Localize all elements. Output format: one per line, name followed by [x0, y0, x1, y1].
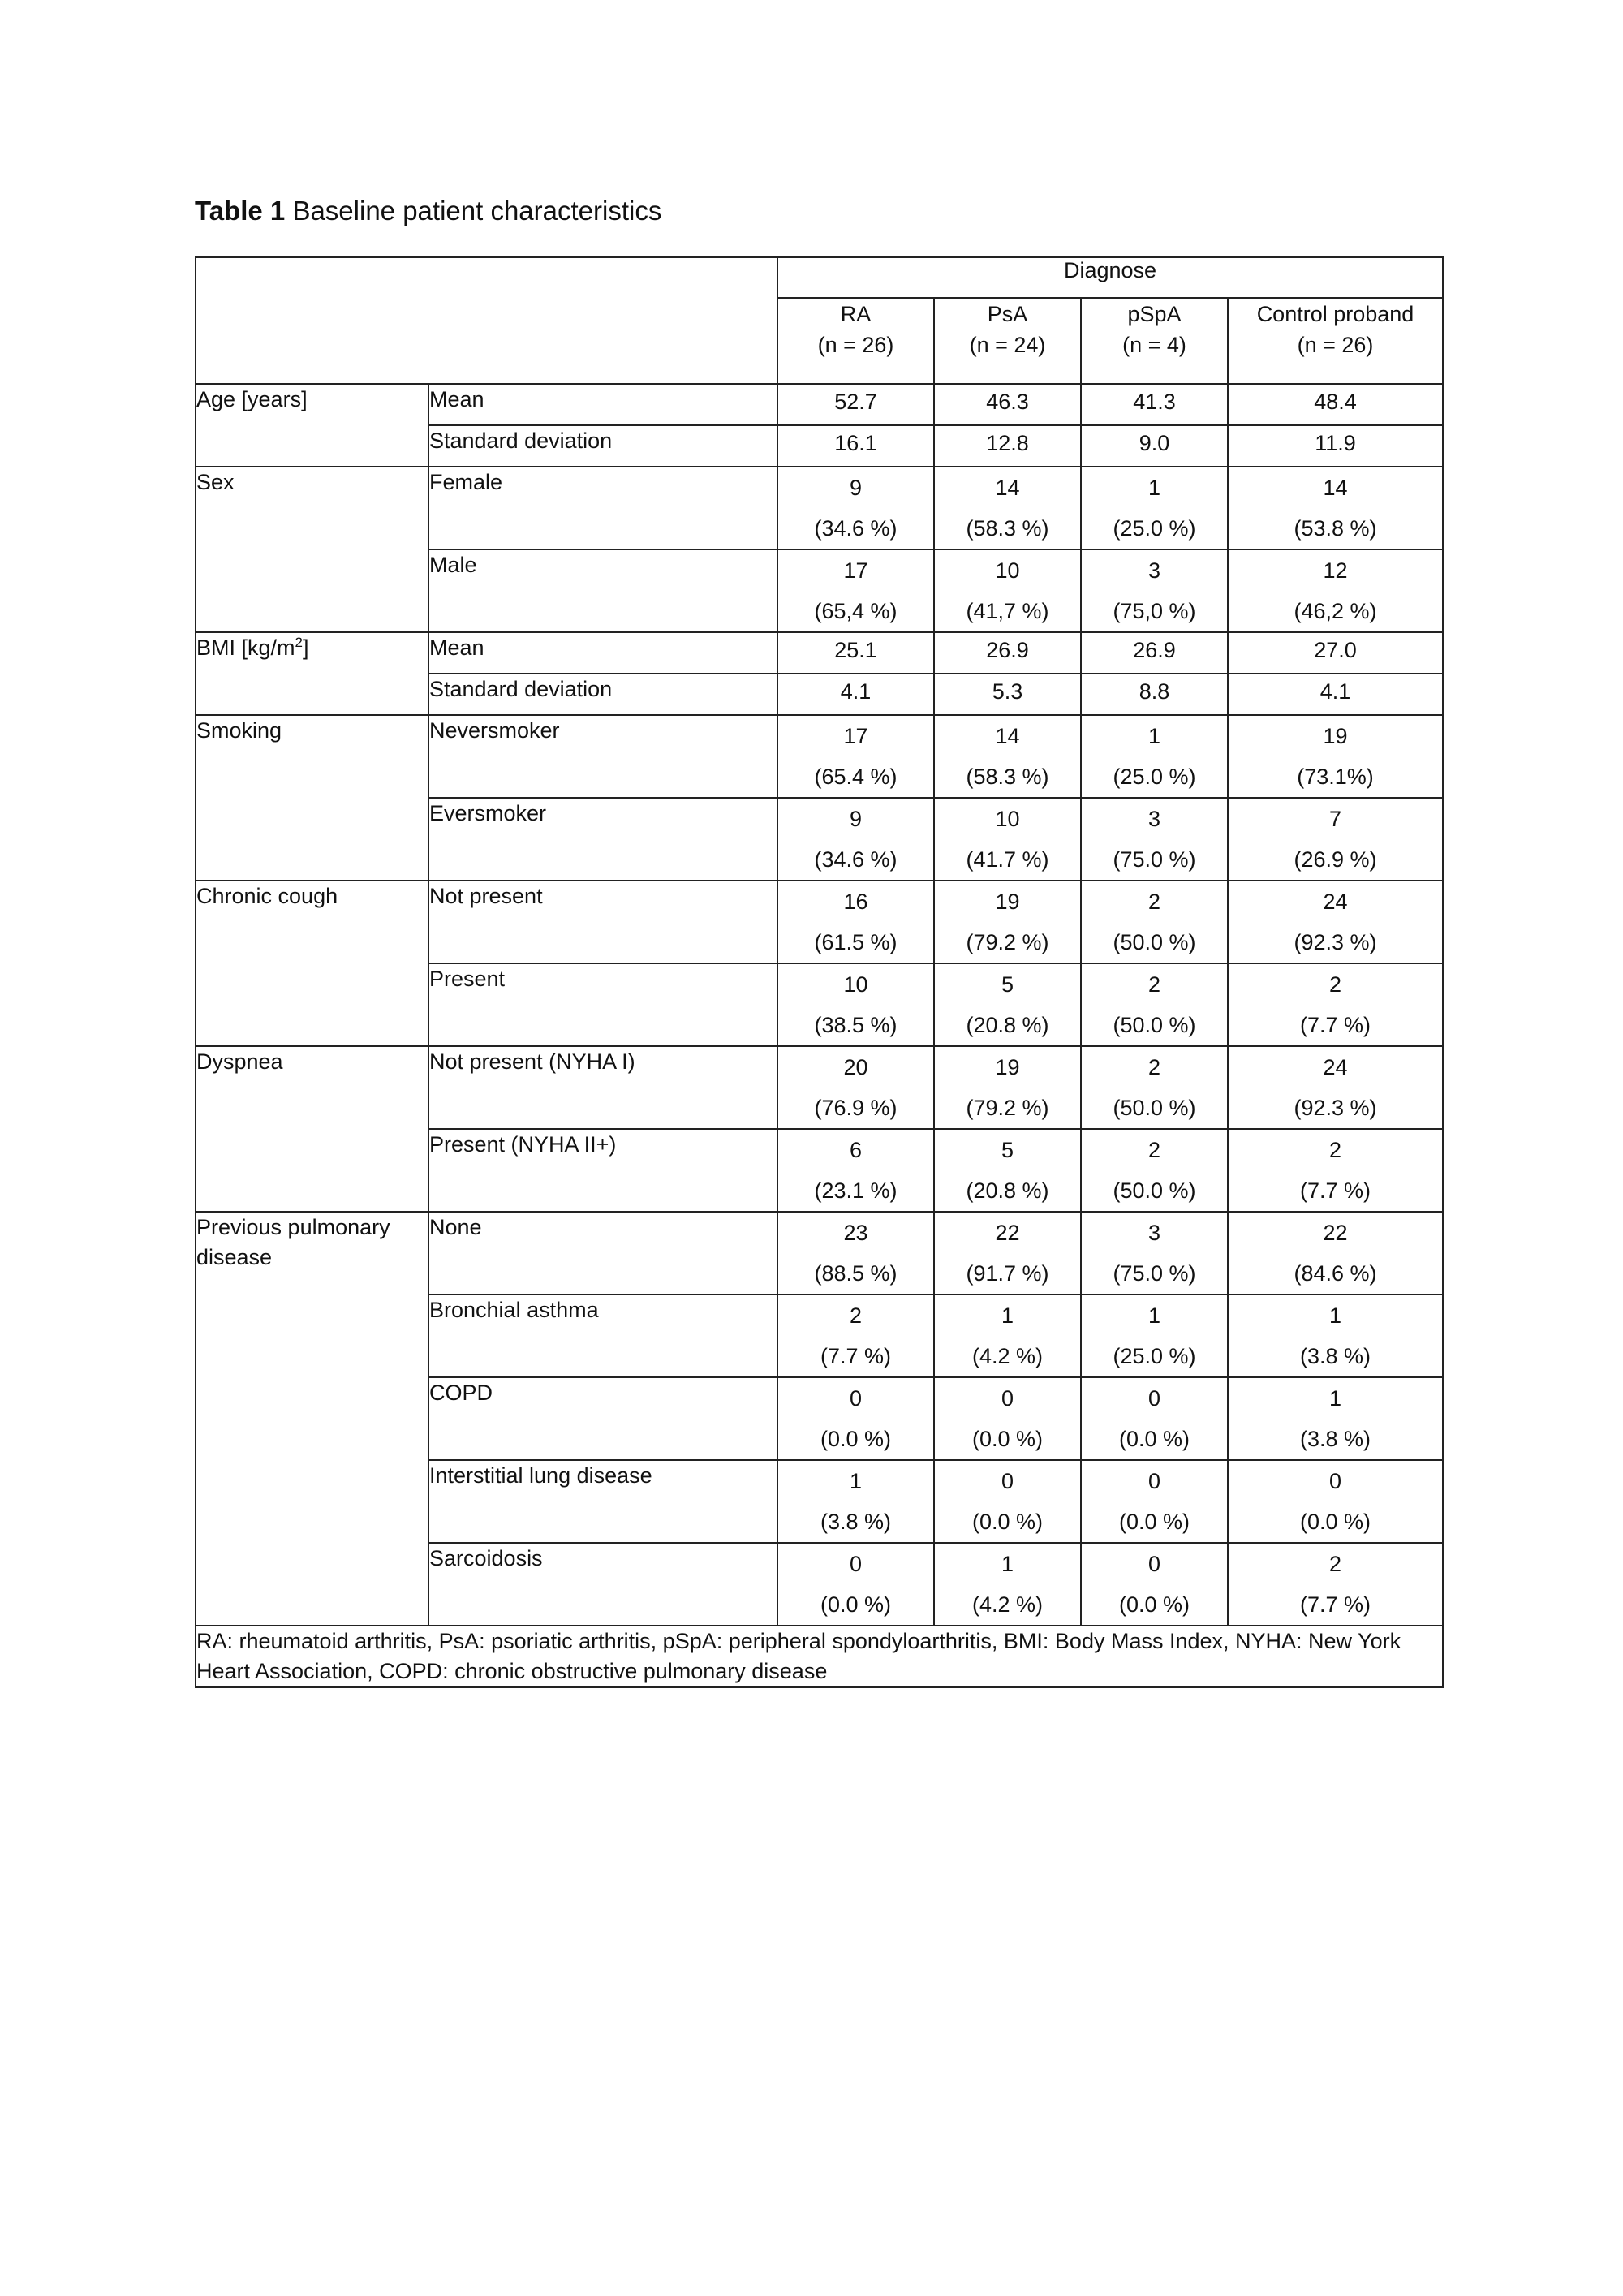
value-cell	[1228, 1377, 1443, 1460]
percent-value: (58.3 %)	[966, 765, 1049, 789]
value-cell	[1081, 1377, 1228, 1460]
percent-value: (4.2 %)	[971, 1344, 1044, 1368]
count-value: 19	[1323, 724, 1348, 748]
percent-value: (41,7 %)	[966, 599, 1049, 623]
column-header-ra	[777, 298, 934, 384]
value-cell	[1081, 1294, 1228, 1377]
value-cell	[1228, 1212, 1443, 1294]
percent-value: (50.0 %)	[1113, 1096, 1196, 1120]
count-value: 20	[843, 1055, 868, 1079]
count-value: 24	[1323, 1055, 1348, 1079]
count-value: 2	[849, 1303, 863, 1328]
value-cell	[934, 1377, 1081, 1460]
value-cell: 27.0	[1228, 632, 1443, 674]
value-cell: 16.1	[777, 425, 934, 467]
table-body	[196, 257, 1443, 1687]
value-cell	[934, 1543, 1081, 1626]
percent-value: (7.7 %)	[1299, 1178, 1371, 1203]
value-cell	[777, 881, 934, 963]
value-cell: 12.8	[934, 425, 1081, 467]
row-label: Eversmoker	[428, 798, 777, 881]
count-value: 16	[843, 890, 868, 914]
count-value: 1	[1001, 1552, 1014, 1576]
column-n: (n = 26)	[1297, 333, 1374, 357]
count-value: 22	[995, 1221, 1020, 1245]
percent-value: (23.1 %)	[814, 1178, 898, 1203]
count-value: 0	[1328, 1469, 1342, 1493]
percent-value: (79.2 %)	[966, 930, 1049, 954]
header-row-group	[196, 257, 1443, 298]
row-label: Interstitial lung disease	[428, 1460, 777, 1543]
value-cell	[1081, 1460, 1228, 1543]
column-header-psa	[934, 298, 1081, 384]
column-n: (n = 4)	[1122, 333, 1186, 357]
value-cell	[1228, 549, 1443, 632]
column-header-pspa	[1081, 298, 1228, 384]
percent-value: (41.7 %)	[966, 847, 1049, 872]
table-footnote: RA: rheumatoid arthritis, PsA: psoriatic arthritis, pSpA: peripheral spondyloarthritis, BMI: Body Mass Index, NYHA: New York Heart Association, COPD: chronic obstructive pulmonary disease	[196, 1626, 1443, 1687]
row-label: COPD	[428, 1377, 777, 1460]
count-value: 1	[1001, 1303, 1014, 1328]
count-value: 2	[1328, 1552, 1342, 1576]
count-value: 9	[849, 476, 863, 500]
count-value: 3	[1147, 558, 1161, 583]
percent-value: (0.0 %)	[971, 1427, 1044, 1451]
value-cell	[934, 1294, 1081, 1377]
value-cell	[934, 715, 1081, 798]
value-cell: 9.0	[1081, 425, 1228, 467]
percent-value: (75.0 %)	[1113, 1261, 1196, 1286]
value-cell: 26.9	[934, 632, 1081, 674]
table-number: Table 1	[195, 196, 286, 226]
row-label: Present	[428, 963, 777, 1046]
value-cell	[1081, 1212, 1228, 1294]
percent-value: (46,2 %)	[1294, 599, 1377, 623]
percent-value: (75.0 %)	[1113, 847, 1196, 872]
count-value: 1	[1328, 1303, 1342, 1328]
percent-value: (0.0 %)	[971, 1510, 1044, 1534]
percent-value: (76.9 %)	[814, 1096, 898, 1120]
row-label: Mean	[428, 384, 777, 425]
table-row	[196, 632, 1443, 674]
section-label-smoking: Smoking	[196, 715, 428, 881]
table-row	[196, 1046, 1443, 1129]
value-cell	[777, 549, 934, 632]
value-cell	[1081, 549, 1228, 632]
percent-value: (50.0 %)	[1113, 1013, 1196, 1037]
column-header-control	[1228, 298, 1443, 384]
value-cell	[1228, 1294, 1443, 1377]
value-cell	[1228, 1129, 1443, 1212]
value-cell	[1081, 881, 1228, 963]
count-value: 0	[1001, 1469, 1014, 1493]
value-cell: 26.9	[1081, 632, 1228, 674]
value-cell: 8.8	[1081, 674, 1228, 715]
count-value: 14	[995, 476, 1020, 500]
section-label-cough: Chronic cough	[196, 881, 428, 1046]
percent-value: (50.0 %)	[1113, 930, 1196, 954]
row-label: None	[428, 1212, 777, 1294]
count-value: 7	[1328, 807, 1342, 831]
value-cell: 4.1	[777, 674, 934, 715]
header-diagnose: Diagnose	[777, 257, 1443, 298]
row-label: Present (NYHA II+)	[428, 1129, 777, 1212]
count-value: 19	[995, 1055, 1020, 1079]
percent-value: (65,4 %)	[814, 599, 898, 623]
percent-value: (25.0 %)	[1113, 1344, 1196, 1368]
section-label-age: Age [years]	[196, 384, 428, 467]
header-empty-cell	[196, 257, 777, 384]
count-value: 3	[1147, 807, 1161, 831]
value-cell	[777, 1460, 934, 1543]
value-cell	[777, 1046, 934, 1129]
count-value: 17	[843, 724, 868, 748]
count-value: 1	[849, 1469, 863, 1493]
count-value: 23	[843, 1221, 868, 1245]
column-name: Control proband	[1256, 302, 1414, 326]
percent-value: (88.5 %)	[814, 1261, 898, 1286]
value-cell	[934, 963, 1081, 1046]
column-name: pSpA	[1127, 302, 1182, 326]
value-cell	[777, 963, 934, 1046]
count-value: 0	[1147, 1552, 1161, 1576]
column-name: PsA	[987, 302, 1028, 326]
section-label-pulmonary: Previous pulmonary disease	[196, 1212, 428, 1626]
value-cell	[1081, 1046, 1228, 1129]
value-cell	[1228, 881, 1443, 963]
value-cell	[777, 1377, 934, 1460]
table-row	[196, 1212, 1443, 1294]
value-cell	[1081, 715, 1228, 798]
value-cell	[1228, 1460, 1443, 1543]
percent-value: (91.7 %)	[966, 1261, 1049, 1286]
table-row	[196, 467, 1443, 549]
value-cell	[777, 715, 934, 798]
table-row	[196, 881, 1443, 963]
percent-value: (26.9 %)	[1294, 847, 1377, 872]
value-cell: 48.4	[1228, 384, 1443, 425]
value-cell	[1081, 1543, 1228, 1626]
count-value: 2	[1147, 1055, 1161, 1079]
value-cell	[1081, 1129, 1228, 1212]
count-value: 10	[843, 972, 868, 997]
table-caption: Baseline patient characteristics	[292, 196, 662, 226]
value-cell	[777, 1294, 934, 1377]
percent-value: (0.0 %)	[1118, 1592, 1190, 1617]
percent-value: (38.5 %)	[814, 1013, 898, 1037]
count-value: 10	[995, 807, 1020, 831]
row-label: Bronchial asthma	[428, 1294, 777, 1377]
row-label: Female	[428, 467, 777, 549]
percent-value: (92.3 %)	[1294, 1096, 1377, 1120]
percent-value: (0.0 %)	[820, 1592, 892, 1617]
row-label: Not present (NYHA I)	[428, 1046, 777, 1129]
value-cell	[777, 798, 934, 881]
count-value: 6	[849, 1138, 863, 1162]
percent-value: (34.6 %)	[814, 847, 898, 872]
value-cell	[934, 798, 1081, 881]
count-value: 0	[1001, 1386, 1014, 1411]
footnote-row	[196, 1626, 1443, 1687]
section-label-end: ]	[302, 635, 309, 660]
count-value: 1	[1147, 1303, 1161, 1328]
count-value: 2	[1328, 1138, 1342, 1162]
percent-value: (4.2 %)	[971, 1592, 1044, 1617]
value-cell	[934, 1129, 1081, 1212]
percent-value: (50.0 %)	[1113, 1178, 1196, 1203]
count-value: 3	[1147, 1221, 1161, 1245]
count-value: 10	[995, 558, 1020, 583]
value-cell: 5.3	[934, 674, 1081, 715]
value-cell	[934, 1046, 1081, 1129]
count-value: 2	[1147, 890, 1161, 914]
value-cell: 52.7	[777, 384, 934, 425]
section-label-text: BMI [kg/m	[196, 635, 295, 660]
value-cell	[1228, 715, 1443, 798]
value-cell	[934, 1460, 1081, 1543]
value-cell	[1081, 467, 1228, 549]
count-value: 9	[849, 807, 863, 831]
value-cell	[1228, 963, 1443, 1046]
value-cell	[777, 1129, 934, 1212]
row-label: Neversmoker	[428, 715, 777, 798]
percent-value: (7.7 %)	[820, 1344, 892, 1368]
percent-value: (58.3 %)	[966, 516, 1049, 541]
percent-value: (65.4 %)	[814, 765, 898, 789]
count-value: 0	[1147, 1469, 1161, 1493]
percent-value: (3.8 %)	[820, 1510, 892, 1534]
percent-value: (0.0 %)	[820, 1427, 892, 1451]
count-value: 1	[1328, 1386, 1342, 1411]
value-cell: 25.1	[777, 632, 934, 674]
count-value: 14	[995, 724, 1020, 748]
value-cell	[1081, 798, 1228, 881]
row-label: Male	[428, 549, 777, 632]
row-label: Not present	[428, 881, 777, 963]
count-value: 24	[1323, 890, 1348, 914]
baseline-characteristics-table	[195, 256, 1444, 1688]
percent-value: (34.6 %)	[814, 516, 898, 541]
percent-value: (3.8 %)	[1299, 1427, 1371, 1451]
value-cell	[777, 467, 934, 549]
value-cell: 46.3	[934, 384, 1081, 425]
column-n: (n = 26)	[817, 333, 894, 357]
row-label: Mean	[428, 632, 777, 674]
value-cell	[1228, 798, 1443, 881]
percent-value: (84.6 %)	[1294, 1261, 1377, 1286]
percent-value: (20.8 %)	[966, 1178, 1049, 1203]
percent-value: (92.3 %)	[1294, 930, 1377, 954]
percent-value: (75,0 %)	[1113, 599, 1196, 623]
percent-value: (79.2 %)	[966, 1096, 1049, 1120]
value-cell	[934, 549, 1081, 632]
percent-value: (0.0 %)	[1299, 1510, 1371, 1534]
row-label: Standard deviation	[428, 425, 777, 467]
count-value: 14	[1323, 476, 1348, 500]
percent-value: (25.0 %)	[1113, 516, 1196, 541]
count-value: 0	[849, 1386, 863, 1411]
section-label-sex: Sex	[196, 467, 428, 632]
value-cell: 11.9	[1228, 425, 1443, 467]
count-value: 0	[1147, 1386, 1161, 1411]
section-label-superscript: 2	[295, 635, 303, 650]
value-cell	[1228, 467, 1443, 549]
value-cell: 41.3	[1081, 384, 1228, 425]
section-label-dyspnea: Dyspnea	[196, 1046, 428, 1212]
value-cell	[1228, 1543, 1443, 1626]
value-cell: 4.1	[1228, 674, 1443, 715]
section-label-bmi	[196, 632, 428, 715]
column-name: RA	[840, 302, 872, 326]
count-value: 2	[1147, 1138, 1161, 1162]
percent-value: (25.0 %)	[1113, 765, 1196, 789]
value-cell	[934, 467, 1081, 549]
count-value: 12	[1323, 558, 1348, 583]
table-title	[195, 193, 661, 229]
count-value: 0	[849, 1552, 863, 1576]
percent-value: (0.0 %)	[1118, 1427, 1190, 1451]
percent-value: (7.7 %)	[1299, 1013, 1371, 1037]
percent-value: (0.0 %)	[1118, 1510, 1190, 1534]
column-n: (n = 24)	[969, 333, 1046, 357]
percent-value: (20.8 %)	[966, 1013, 1049, 1037]
value-cell	[777, 1543, 934, 1626]
row-label: Sarcoidosis	[428, 1543, 777, 1626]
percent-value: (3.8 %)	[1299, 1344, 1371, 1368]
table-row	[196, 715, 1443, 798]
percent-value: (7.7 %)	[1299, 1592, 1371, 1617]
count-value: 2	[1328, 972, 1342, 997]
value-cell	[934, 1212, 1081, 1294]
count-value: 1	[1147, 724, 1161, 748]
value-cell	[1081, 963, 1228, 1046]
count-value: 19	[995, 890, 1020, 914]
count-value: 1	[1147, 476, 1161, 500]
percent-value: (61.5 %)	[814, 930, 898, 954]
value-cell	[1228, 1046, 1443, 1129]
percent-value: (73.1%)	[1297, 765, 1374, 789]
count-value: 17	[843, 558, 868, 583]
row-label: Standard deviation	[428, 674, 777, 715]
value-cell	[777, 1212, 934, 1294]
count-value: 22	[1323, 1221, 1348, 1245]
value-cell	[934, 881, 1081, 963]
count-value: 5	[1001, 972, 1014, 997]
percent-value: (53.8 %)	[1294, 516, 1377, 541]
count-value: 2	[1147, 972, 1161, 997]
table-row	[196, 384, 1443, 425]
count-value: 5	[1001, 1138, 1014, 1162]
